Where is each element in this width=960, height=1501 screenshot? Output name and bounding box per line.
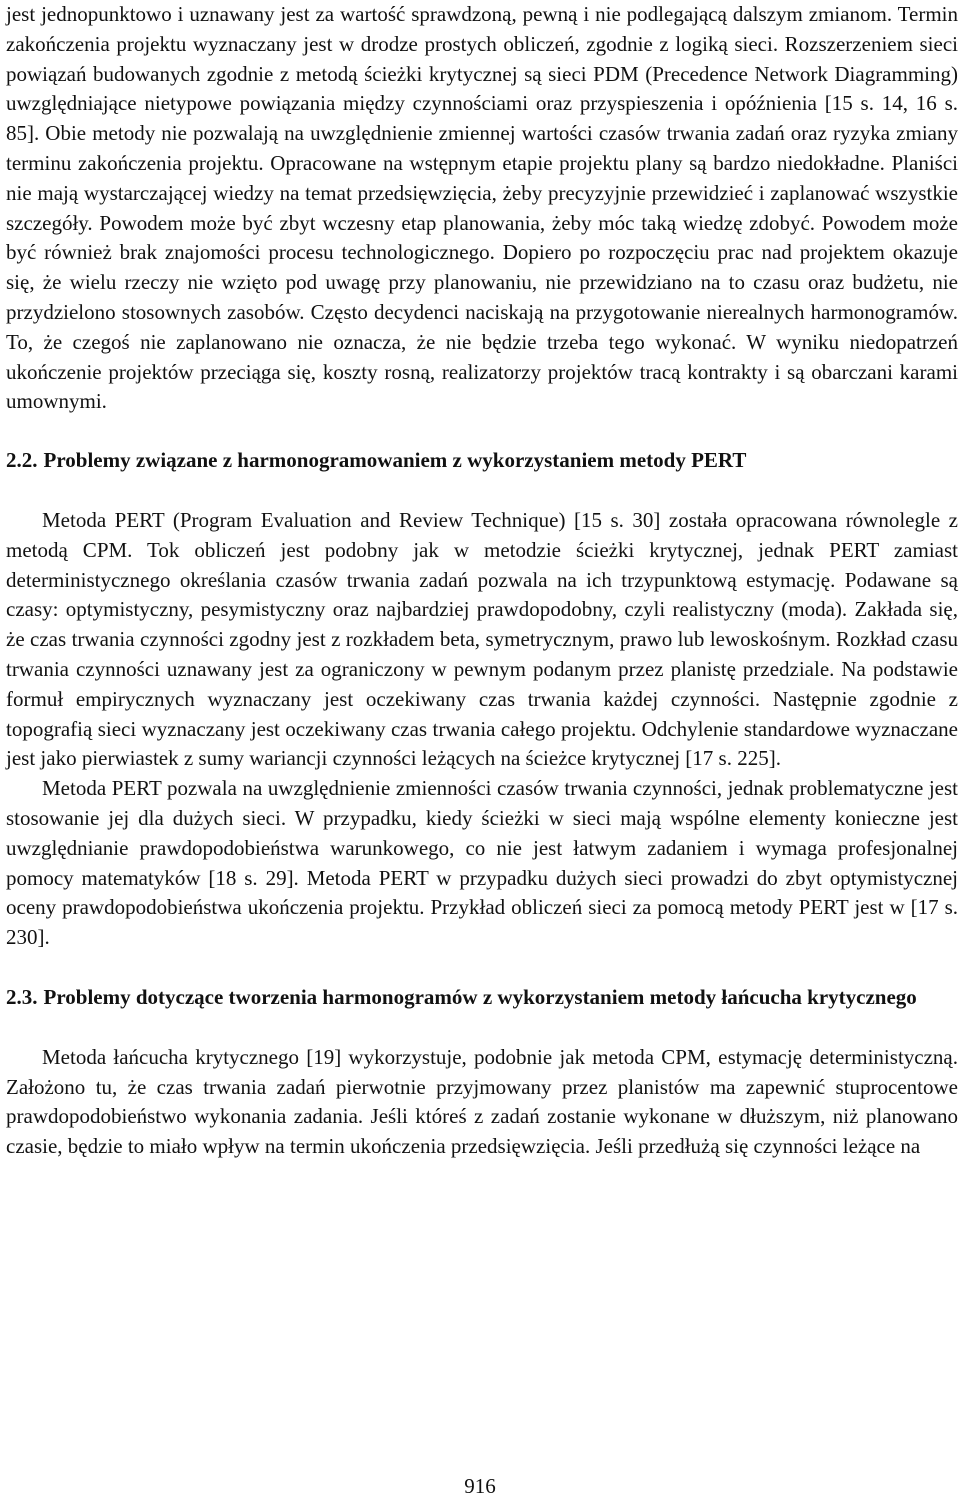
section-heading-2-2 — [6, 446, 958, 476]
paragraph-pert-method: Metoda PERT (Program Evaluation and Review Technique) [15 s. 30] została opracowana równolegle z metodą CPM. Tok obliczeń jest podobny jak w metodzie ścieżki krytycznej, jednak PERT zamiast deterministycznego określania czasów trwania zadań pozwala na ich trzypunktową estymację. Podawane są czasy: optymistyczny, pesymistyczny oraz najbardziej prawdopodobny, czyli realistyczny (moda). Zakłada się, że czas trwania czynności zgodny jest z rozkładem beta, symetrycznym, prawo lub lewoskośnym. Rozkład czasu trwania czynności uznawany jest za ograniczony w pewnym podanym przez planistę przedziale. Na podstawie formuł empirycznych wyznaczany jest oczekiwany czas trwania każdej czynności. Następnie zgodnie z topografią sieci wyznaczany jest oczekiwany czas trwania całego projektu. Odchylenie standardowe wyznaczane jest jako pierwiastek z sumy wariancji czynności leżących na ścieżce krytycznej [17 s. 225]. — [6, 507, 958, 771]
page-number: 916 — [464, 1474, 496, 1498]
document-page — [6, 0, 958, 1162]
section-title: Problemy związane z harmonogramowaniem z wykorzystaniem metody PERT — [43, 448, 747, 473]
paragraph-critical-chain: Metoda łańcucha krytycznego [19] wykorzystuje, podobnie jak metoda CPM, estymację deterministyczną. Założono tu, że czas trwania zadań pierwotnie przyjmowany przez planistów ma zapewnić stuprocentowe prawdopodobieństwo wykonania zadania. Jeśli któreś z zadań zostanie wykonane w dłuższym, niż planowano czasie, będzie to miało wpływ na termin ukończenia przedsięwzięcia. Jeśli przedłużą się czynności leżące na — [6, 1044, 958, 1159]
paragraph-intro: jest jednopunktowo i uznawany jest za wartość sprawdzoną, pewną i nie podlegającą dalszym zmianom. Termin zakończenia projektu wyznaczany jest w drodze prostych obliczeń, zgodnie z logiką sieci. Rozszerzeniem sieci powiązań budowanych zgodnie z metodą ścieżki krytycznej są sieci PDM (Precedence Network Diagramming) uwzględniające nietypowe powiązania między czynnościami oraz przyspieszenia i opóźnienia [15 s. 14, 16 s. 85]. Obie metody nie pozwalają na uwzględnienie zmiennej wartości czasów trwania zadań oraz ryzyka zmiany terminu zakończenia projektu. Opracowane na wstępnym etapie projektu plany są bardzo niedokładne. Planiści nie mają wystarczającej wiedzy na temat przedsięwzięcia, żeby precyzyjnie przewidzieć i zaplanować wszystkie szczegóły. Powodem może być zbyt wczesny etap planowania, żeby móc taką wiedzę zdobyć. Powodem może być również brak znajomości procesu technologicznego. Dopiero po rozpoczęciu prac nad projektem okazuje się, że wielu rzeczy nie wzięto pod uwagę przy planowaniu, nie przewidziano na to czasu oraz budżetu, nie przydzielono stosownych zasobów. Często decydenci naciskają na przygotowanie nierealnych harmonogramów. To, że czegoś nie zaplanowano nie oznacza, że nie będzie trzeba tego wykonać. W wyniku niedopatrzeń ukończenie projektów przeciąga się, koszty rosną, realizatorzy projektów tracą kontrakty i są obarczani karami umownymi. — [6, 2, 958, 414]
section-number: 2.2. — [6, 448, 38, 473]
section-title: Problemy dotyczące tworzenia harmonogramów z wykorzystaniem metody łańcucha krytycznego — [43, 984, 917, 1009]
section-number: 2.3. — [6, 984, 38, 1009]
paragraph-pert-limitations: Metoda PERT pozwala na uwzględnienie zmienności czasów trwania czynności, jednak problematyczne jest stosowanie jej dla dużych sieci. W przypadku, kiedy ścieżki w sieci mają wspólne elementy konieczne jest uwzględnianie prawdopodobieństwa warunkowego, co nie jest łatwym zadaniem i wymaga profesjonalnej pomocy matematyków [18 s. 29]. Metoda PERT w przypadku dużych sieci prowadzi do zbyt optymistycznej oceny prawdopodobieństwa ukończenia projektu. Przykład obliczeń sieci za pomocą metody PERT jest w [17 s. 230]. — [6, 776, 958, 950]
section-heading-2-3 — [6, 983, 958, 1013]
